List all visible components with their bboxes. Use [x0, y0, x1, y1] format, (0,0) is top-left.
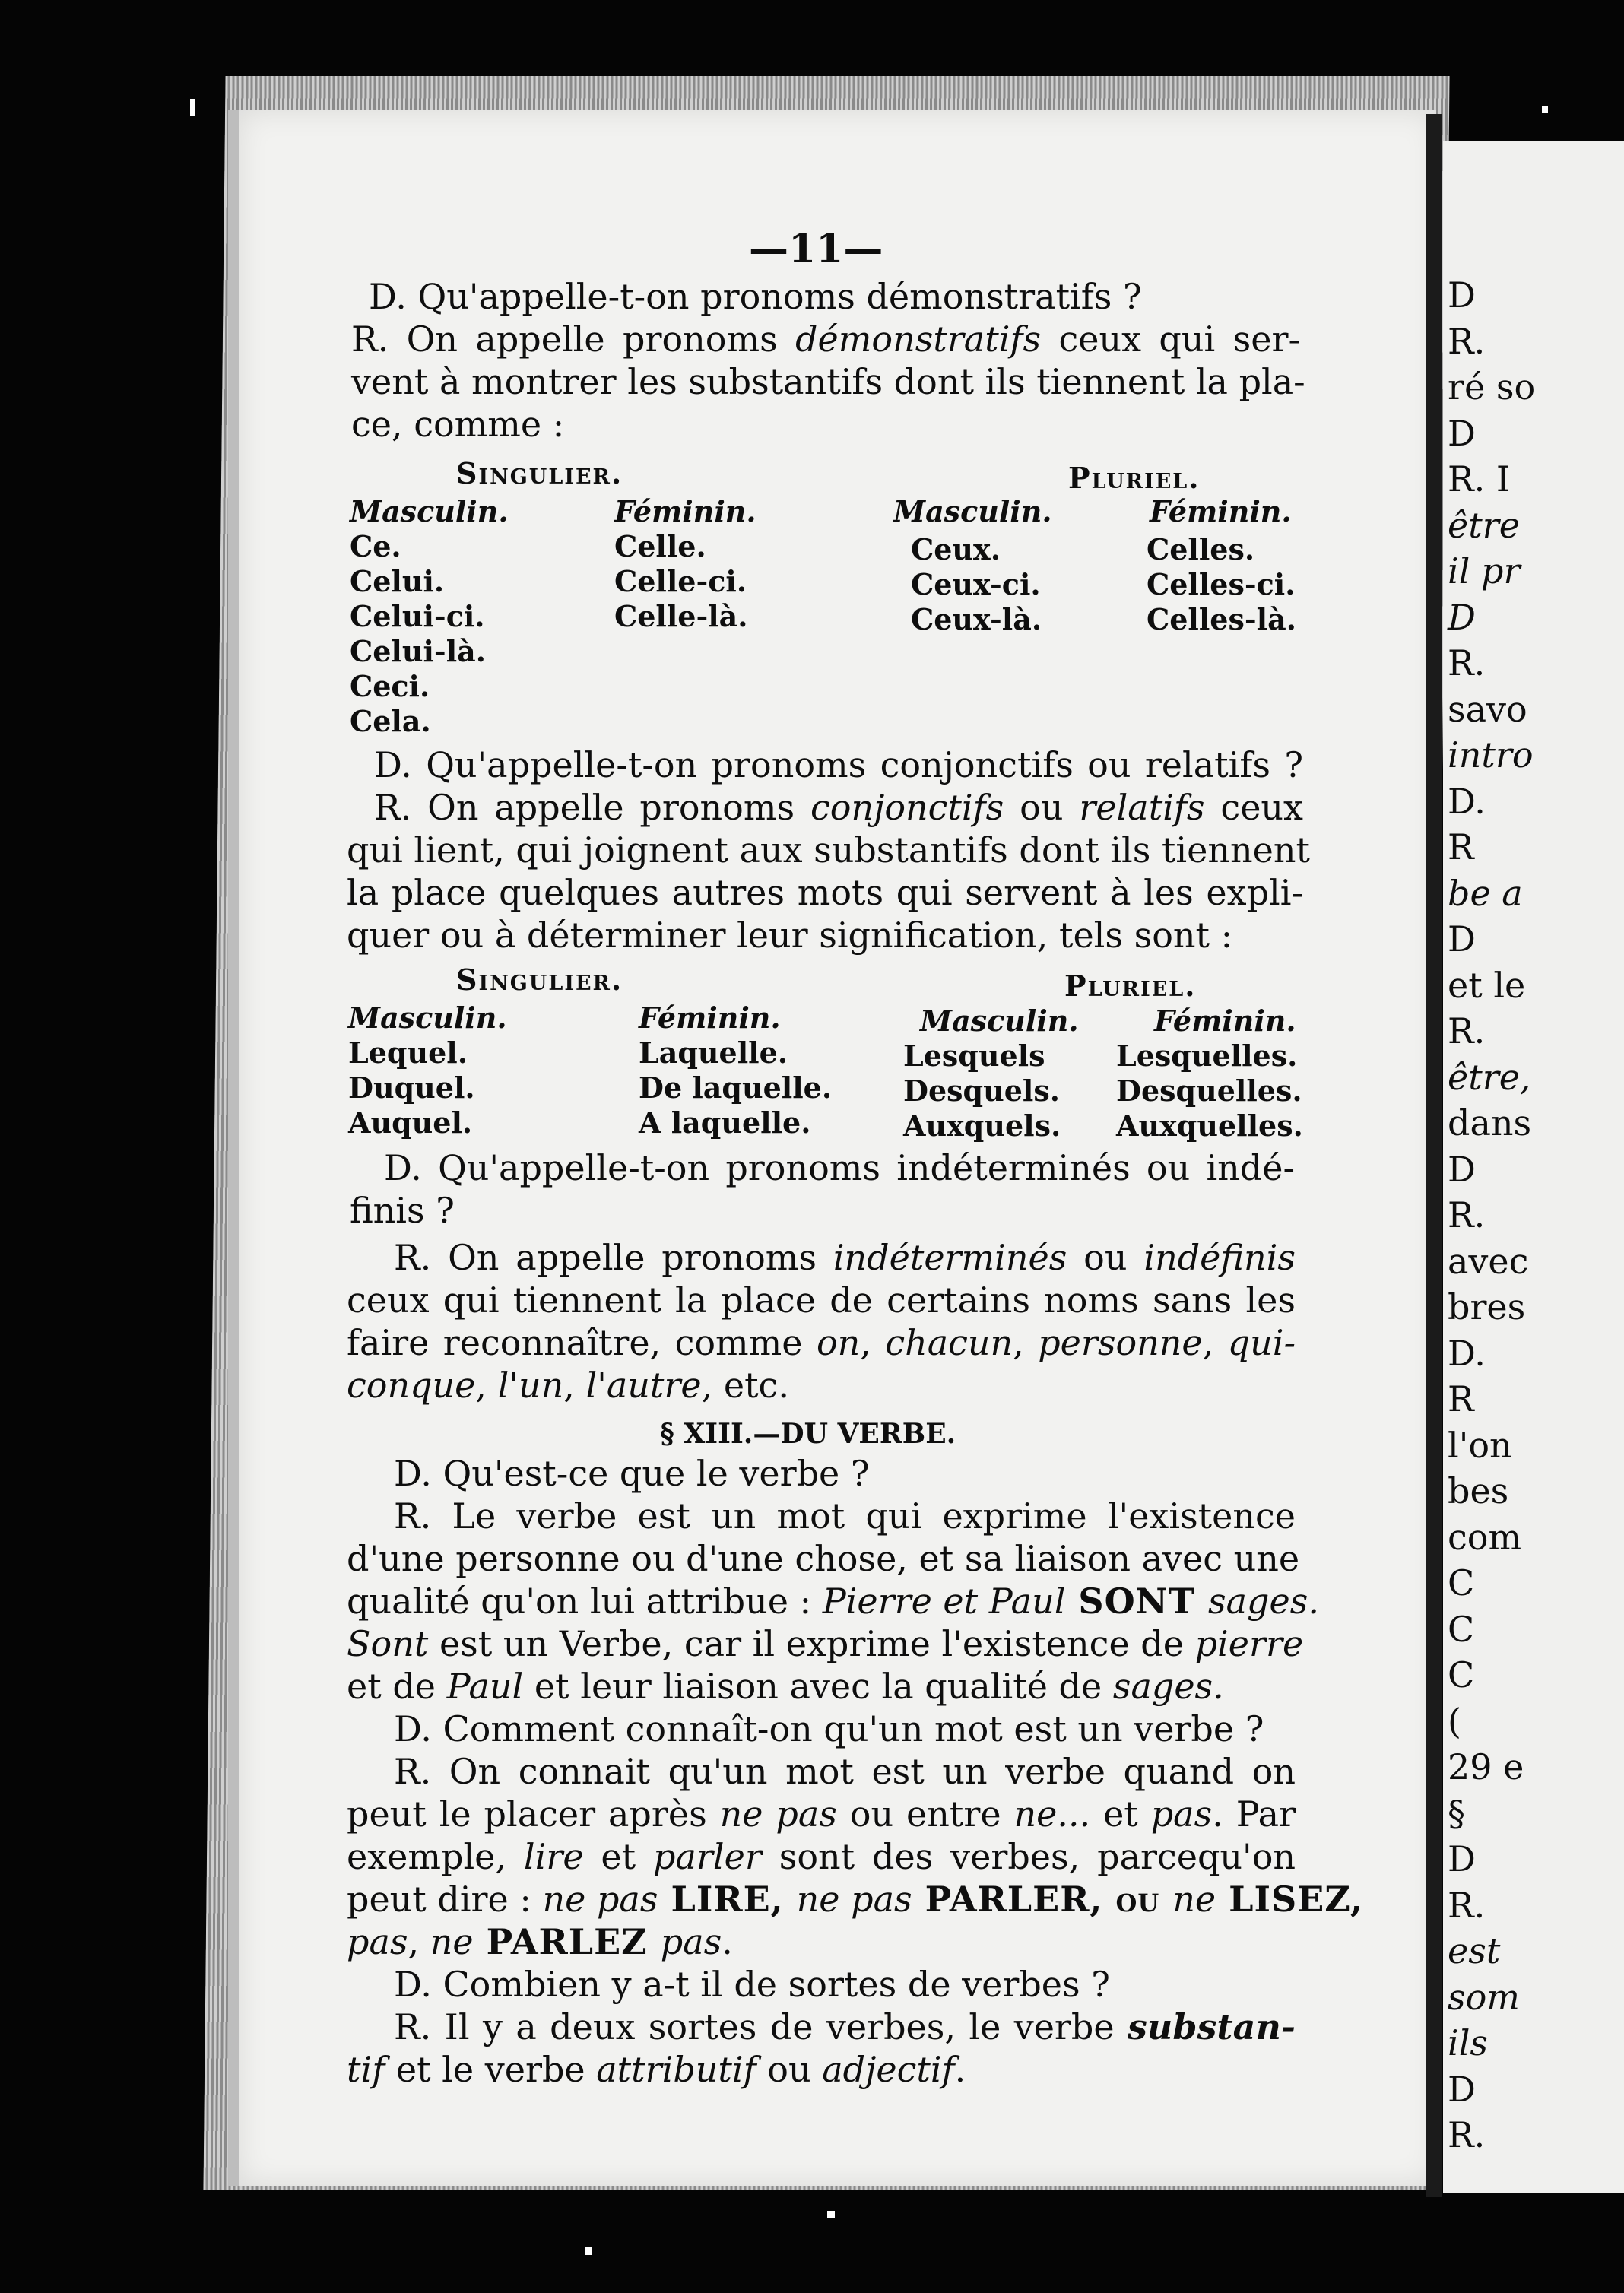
answer-connait-line: exemple, lire et parler sont des verbes, parcequ'on — [347, 1836, 1296, 1877]
right-page-fragment: est — [1448, 1930, 1501, 1971]
right-page-fragment: il pr — [1448, 550, 1521, 591]
table-cell: De laquelle. — [639, 1070, 833, 1105]
right-page-fragment: D. — [1448, 1332, 1486, 1374]
answer-verbe-line: R. Le verbe est un mot qui exprime l'existence — [394, 1495, 1296, 1537]
answer-sortes-line: tif et le verbe attributif ou adjectif. — [347, 2049, 966, 2090]
table-cell: Cela. — [350, 704, 431, 738]
right-page-fragment: be a — [1448, 872, 1523, 914]
question-conjonctifs: D. Qu'appelle-t-on pronoms conjonctifs ou relatifs ? — [374, 744, 1303, 785]
answer-connait-line: pas, ne PARLEZ pas. — [347, 1921, 733, 1962]
table-header-pluriel: Pluriel. — [1068, 461, 1201, 495]
right-page-fragment: R. — [1448, 320, 1486, 362]
answer-verbe-line: qualité qu'on lui attribue : Pierre et Paul SONT sages. — [347, 1581, 1319, 1622]
book-gutter — [1426, 114, 1442, 2197]
table-cell: Celle. — [614, 529, 706, 563]
answer-connait-line: peut le placer après ne pas ou entre ne... et pas. Par — [347, 1793, 1296, 1835]
right-page-fragment: savo — [1448, 688, 1527, 730]
table-cell: Ceux-ci. — [911, 567, 1041, 601]
right-page-fragment: bes — [1448, 1470, 1509, 1511]
table-cell: Celui-ci. — [350, 599, 485, 633]
right-page-fragment: être, — [1448, 1056, 1531, 1098]
right-page-fragment: bres — [1448, 1286, 1526, 1327]
table-cell: Auxquels. — [903, 1108, 1061, 1143]
table-cell: Duquel. — [348, 1070, 475, 1105]
scan-speck — [1542, 106, 1548, 113]
column-header: Féminin. — [639, 1001, 781, 1035]
table-cell: Celui-là. — [350, 634, 486, 668]
table-cell: A laquelle. — [639, 1105, 811, 1140]
table-cell: Desquelles. — [1116, 1074, 1302, 1108]
table-header-singulier: Singulier. — [456, 456, 623, 490]
right-page — [1443, 141, 1624, 2193]
answer-verbe-line: d'une personne ou d'une chose, et sa liaison avec une — [347, 1538, 1300, 1579]
question-verbe: D. Qu'est-ce que le verbe ? — [394, 1453, 870, 1494]
table-header-singulier: Singulier. — [456, 963, 623, 997]
right-page-fragment: D — [1448, 274, 1476, 316]
right-page-fragment: avec — [1448, 1240, 1529, 1282]
answer-indetermines-line: faire reconnaître, comme on, chacun, personne, qui- — [347, 1322, 1296, 1363]
table-cell: Lequel. — [348, 1035, 468, 1070]
right-page-fragment: et le — [1448, 964, 1526, 1006]
right-page-fragment: ( — [1448, 1700, 1461, 1742]
answer-indetermines-line: R. On appelle pronoms indéterminés ou indéfinis — [394, 1237, 1296, 1278]
answer-verbe-line: et de Paul et leur liaison avec la qualité de sages. — [347, 1666, 1224, 1707]
right-page-fragment: l'on — [1448, 1424, 1512, 1466]
right-page-fragment: être — [1448, 504, 1520, 546]
right-page-fragment: D — [1448, 1838, 1476, 1879]
table-cell: Celui. — [350, 564, 445, 598]
question-indetermines: D. Qu'appelle-t-on pronoms indéterminés ou indé- — [384, 1147, 1295, 1188]
table-cell: Celles-là. — [1147, 602, 1296, 636]
table-cell: Celle-là. — [614, 599, 748, 633]
right-page-fragment: C — [1448, 1654, 1475, 1695]
right-page-fragment: R. I — [1448, 458, 1511, 500]
table-cell: Ceux. — [911, 532, 1001, 566]
right-page-fragment: D — [1448, 1148, 1476, 1190]
right-page-fragment: com — [1448, 1516, 1522, 1558]
column-header: Féminin. — [1150, 494, 1292, 528]
scan-speck — [585, 2247, 592, 2255]
answer-conjonctifs-line: R. On appelle pronoms conjonctifs ou relatifs ceux — [374, 787, 1303, 828]
right-page-fragment: R. — [1448, 2114, 1486, 2155]
table-cell: Celles. — [1147, 532, 1255, 566]
table-cell: Auquel. — [348, 1105, 473, 1140]
right-page-fragment: R. — [1448, 642, 1486, 683]
right-page-fragment: R — [1448, 1378, 1474, 1419]
right-page-fragment: R. — [1448, 1010, 1486, 1051]
column-header: Masculin. — [893, 494, 1052, 528]
column-header: Masculin. — [920, 1004, 1079, 1038]
answer-demonstratifs-line: ce, comme : — [351, 404, 565, 445]
right-page-fragment: R — [1448, 826, 1474, 867]
answer-conjonctifs-line: quer ou à déterminer leur signification, tels sont : — [347, 915, 1233, 956]
answer-verbe-line: Sont est un Verbe, car il exprime l'existence de pierre — [347, 1623, 1304, 1664]
right-page-fragment: ils — [1448, 2022, 1489, 2063]
right-page-fragment: D. — [1448, 780, 1486, 822]
answer-connait-line: peut dire : ne pas LIRE, ne pas PARLER, ou ne LISEZ, — [347, 1879, 1364, 1920]
question-indetermines: finis ? — [350, 1190, 455, 1231]
right-page-fragment: C — [1448, 1608, 1475, 1650]
section-heading: § XIII.—DU VERBE. — [660, 1418, 956, 1450]
table-cell: Celle-ci. — [614, 564, 747, 598]
answer-conjonctifs-line: qui lient, qui joignent aux substantifs dont ils tiennent — [347, 829, 1310, 871]
table-cell: Desquels. — [903, 1074, 1060, 1108]
right-page-fragment: § — [1448, 1792, 1465, 1834]
answer-conjonctifs-line: la place quelques autres mots qui servent à les expli- — [347, 872, 1303, 913]
question-demonstratifs: D. Qu'appelle-t-on pronoms démonstratifs ? — [369, 276, 1142, 317]
right-page-fragment: dans — [1448, 1102, 1532, 1143]
table-cell: Lesquelles. — [1116, 1039, 1298, 1073]
answer-indetermines-line: conque, l'un, l'autre, etc. — [347, 1365, 789, 1406]
right-page-fragment: R. — [1448, 1884, 1486, 1926]
table-cell: Celles-ci. — [1147, 567, 1296, 601]
table-cell: Laquelle. — [639, 1035, 788, 1070]
right-page-fragment: D — [1448, 918, 1476, 959]
right-page-fragment: R. — [1448, 1194, 1486, 1235]
column-header: Masculin. — [350, 494, 509, 528]
scan-speck — [827, 2211, 835, 2218]
answer-connait-line: R. On connait qu'un mot est un verbe quand on — [394, 1751, 1296, 1792]
table-cell: Auxquelles. — [1116, 1108, 1303, 1143]
question-connait: D. Comment connaît-on qu'un mot est un verbe ? — [394, 1708, 1264, 1749]
table-cell: Ceux-là. — [911, 602, 1042, 636]
right-page-fragment: C — [1448, 1562, 1475, 1603]
right-page-fragment: D — [1448, 2068, 1476, 2110]
right-page-fragment: D — [1448, 412, 1476, 454]
column-header: Féminin. — [1154, 1004, 1296, 1038]
answer-sortes-line: R. Il y a deux sortes de verbes, le verbe substan- — [394, 2006, 1296, 2047]
column-header: Masculin. — [348, 1001, 507, 1035]
scan-speck — [190, 99, 195, 116]
page-number: —11— — [749, 226, 883, 272]
table-cell: Ce. — [350, 529, 401, 563]
question-sortes: D. Combien y a-t il de sortes de verbes ? — [394, 1964, 1110, 2005]
table-cell: Lesquels — [903, 1039, 1045, 1073]
right-page-fragment: 29 e — [1448, 1746, 1524, 1787]
column-header: Féminin. — [614, 494, 756, 528]
right-page-fragment: som — [1448, 1976, 1520, 2018]
table-header-pluriel: Pluriel. — [1064, 969, 1197, 1003]
right-page-fragment: D — [1448, 596, 1476, 638]
answer-indetermines-line: ceux qui tiennent la place de certains noms sans les — [347, 1280, 1296, 1321]
right-page-fragment: intro — [1448, 734, 1534, 775]
table-cell: Ceci. — [350, 669, 430, 703]
answer-demonstratifs-line: vent à montrer les substantifs dont ils tiennent la pla- — [351, 361, 1305, 402]
answer-demonstratifs-line: R. On appelle pronoms démonstratifs ceux qui ser- — [351, 319, 1300, 360]
right-page-fragment: ré so — [1448, 366, 1536, 408]
